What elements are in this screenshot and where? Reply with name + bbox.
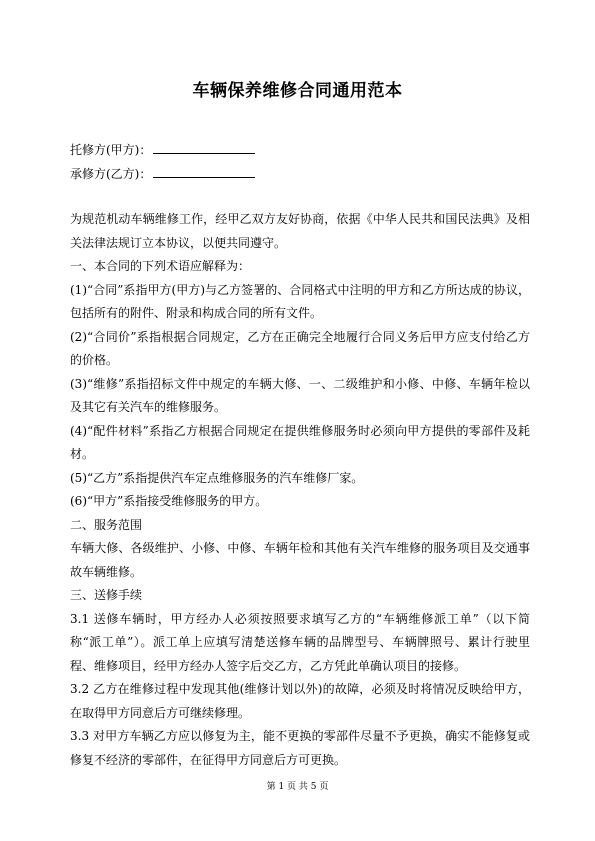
section-heading: 二、服务范围: [70, 517, 143, 532]
contractor-party-line: [70, 165, 255, 182]
client-party-line: [70, 141, 255, 158]
definition-item: (6)“甲方”系指接受维修服务的甲方。: [70, 494, 268, 508]
contractor-party-blank: [153, 165, 255, 178]
definition-item: (4)“配件材料”系指乙方根据合同规定在提供维修服务时必须向甲方提供的零部件及耗材。: [70, 423, 530, 461]
document-title: 车辆保养维修合同通用范本: [192, 81, 403, 101]
definition-item: (2)“合同价”系指根据合同规定，乙方在正确完全地履行合同义务后甲方应支付给乙方的价格。: [70, 329, 530, 367]
page-footer: 第 1 页 共 5 页: [266, 782, 329, 792]
section-heading: 一、本合同的下列术语应解释为：: [70, 259, 251, 273]
definition-item: (1)“合同”系指甲方(甲方)与乙方签署的、合同格式中注明的甲方和乙方所达成的协议，包括所有的附件、附录和构成合同的所有文件。: [70, 282, 530, 320]
preamble-paragraph: 为规范机动车辆维修工作，经甲乙双方友好协商，依据《中华人民共和国民法典》及相关法律法规订立本协议，以便共同遵守。: [70, 212, 530, 250]
client-party-blank: [153, 141, 255, 154]
contract-body: [70, 208, 530, 772]
contractor-party-label: 承修方(乙方)：: [70, 167, 152, 181]
body-paragraph: 车辆大修、各级维护、小修、中修、车辆年检和其他有关汽车维修的服务项目及交通事故车辆维修。: [70, 541, 530, 579]
definition-item: (3)“维修”系指招标文件中规定的车辆大修、一、二级维护和小修、中修、车辆年检以及其它有关汽车的维修服务。: [70, 376, 530, 414]
definition-item: (5)“乙方”系指提供汽车定点维修服务的汽车维修厂家。: [70, 470, 364, 485]
section-heading: 三、送修手续: [70, 588, 143, 602]
clause-paragraph: 3.3 对甲方车辆乙方应以修复为主，能不更换的零部件尽量不予更换，确实不能修复或修复不经济的零部件，在征得甲方同意后方可更换。: [70, 729, 530, 767]
clause-paragraph: 3.1 送修车辆时，甲方经办人必须按照要求填写乙方的“车辆维修派工单”（以下简称“派工单”）。派工单上应填写清楚送修车辆的品牌型号、车辆牌照号、累计行驶里程、维修项目，经甲方经办人签字后交乙方，乙方凭此单确认项目的接修。: [70, 611, 530, 673]
clause-paragraph: 3.2 乙方在维修过程中发现其他(维修计划以外)的故障，必须及时将情况反映给甲方，在取得甲方同意后方可继续修理。: [70, 682, 530, 720]
client-party-label: 托修方(甲方)：: [70, 143, 152, 157]
